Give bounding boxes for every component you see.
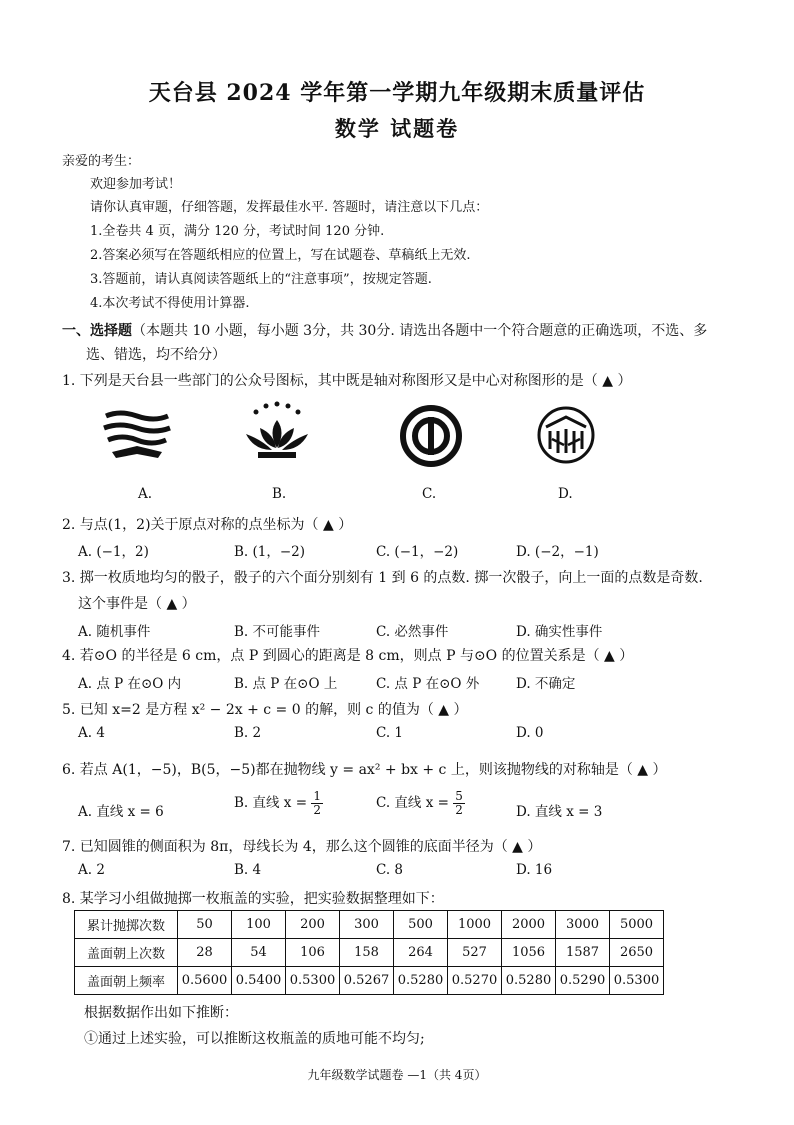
section-instructions-cont: 选、错选，均不给分） (86, 347, 226, 363)
q1-label-b: B. (272, 486, 287, 502)
q6-option-b-denominator: 2 (313, 803, 321, 817)
q4-option-b: B. 点 P 在⊙O 上 (234, 676, 338, 692)
table-row (75, 939, 664, 967)
row-header: 盖面朝上频率 (75, 967, 178, 995)
q6-option-b-numerator: 1 (313, 789, 321, 803)
q5-option-a: A. 4 (78, 725, 105, 741)
q6-option-b (234, 790, 323, 817)
table-cell: 0.5280 (394, 967, 448, 995)
row-header: 盖面朝上次数 (75, 939, 178, 967)
q6-option-b-fraction (311, 790, 323, 817)
q6-option-c-denominator: 2 (455, 803, 463, 817)
section-heading (62, 320, 707, 340)
q3-stem: 3. 掷一枚质地均匀的骰子，骰子的六个面分别刻有 1 到 6 的点数. 掷一次骰子，向上一面的点数是奇数. (62, 570, 703, 586)
table-cell: 0.5290 (556, 967, 610, 995)
table-cell: 300 (340, 911, 394, 939)
q8-data-table (74, 910, 664, 995)
table-cell: 54 (232, 939, 286, 967)
q4-stem: 4. 若⊙O 的半径是 6 cm，点 P 到圆心的距离是 8 cm，则点 P 与⊙O 的位置关系是（ ▲ ） (62, 648, 634, 664)
table-cell: 0.5600 (178, 967, 232, 995)
table-cell: 0.5270 (448, 967, 502, 995)
table-cell: 0.5300 (286, 967, 340, 995)
q2-option-b: B. (1，−2) (234, 544, 306, 560)
q8-after-table: 根据数据作出如下推断： (84, 1005, 238, 1021)
q8-stem: 8. 某学习小组做抛掷一枚瓶盖的实验，把实验数据整理如下： (62, 891, 444, 907)
table-cell: 527 (448, 939, 502, 967)
table-cell: 100 (232, 911, 286, 939)
q7-stem: 7. 已知圆锥的侧面积为 8π，母线长为 4，那么这个圆锥的底面半径为（ ▲ ） (62, 839, 542, 855)
table-cell: 2650 (610, 939, 664, 967)
exam-subtitle: 数学 试题卷 (334, 116, 460, 141)
q5-option-b: B. 2 (234, 725, 262, 741)
table-cell: 200 (286, 911, 340, 939)
q5-option-c: C. 1 (376, 725, 404, 741)
q6-option-d: D. 直线 x = 3 (516, 804, 603, 820)
q1-stem: 1. 下列是天台县一些部门的公众号图标，其中既是轴对称图形又是中心对称图形的是（ ▲ ） (62, 373, 632, 389)
q7-option-d: D. 16 (516, 862, 553, 878)
table-row (75, 967, 664, 995)
q2-option-d: D. (−2，−1) (516, 544, 599, 560)
q8-inference-1: ①通过上述实验，可以推断这枚瓶盖的质地可能不均匀; (84, 1031, 425, 1047)
table-cell: 158 (340, 939, 394, 967)
q1-label-d: D. (558, 486, 573, 502)
q6-option-a: A. 直线 x = 6 (78, 804, 164, 820)
row-header: 累计抛掷次数 (75, 911, 178, 939)
page-footer: 九年级数学试题卷 —1（共 4页） (307, 1068, 487, 1082)
q6-option-b-prefix: B. 直线 x = (234, 795, 308, 811)
note-4: 4.本次考试不得使用计算器. (90, 296, 250, 311)
section-instructions: （本题共 10 小题，每小题 3分，共 30分. 请选出各题中一个符合题意的正确选项，不选、多 (132, 323, 708, 339)
q3-option-d: D. 确实性事件 (516, 624, 603, 640)
q3-option-a: A. 随机事件 (78, 624, 151, 640)
table-row (75, 911, 664, 939)
table-cell: 106 (286, 939, 340, 967)
note-2: 2.答案必须写在答题纸相应的位置上，写在试题卷、草稿纸上无效. (90, 248, 471, 263)
table-cell: 0.5280 (502, 967, 556, 995)
welcome-text: 欢迎参加考试！ (90, 177, 182, 192)
q7-option-a: A. 2 (78, 862, 105, 878)
table-cell: 1000 (448, 911, 502, 939)
q2-option-c: C. (−1，−2) (376, 544, 459, 560)
table-cell: 3000 (556, 911, 610, 939)
q7-option-c: C. 8 (376, 862, 404, 878)
table-cell: 264 (394, 939, 448, 967)
q1-label-c: C. (422, 486, 437, 502)
waves-logo-icon (100, 408, 174, 464)
note-1: 1.全卷共 4 页，满分 120 分，考试时间 120 分钟. (90, 224, 385, 239)
table-cell: 1587 (556, 939, 610, 967)
table-cell: 5000 (610, 911, 664, 939)
q4-option-d: D. 不确定 (516, 676, 576, 692)
section-number: 一、 (62, 323, 90, 339)
q3-option-b: B. 不可能事件 (234, 624, 321, 640)
note-3: 3.答题前，请认真阅读答题纸上的“注意事项”，按规定答题. (90, 272, 432, 287)
q3-option-c: C. 必然事件 (376, 624, 449, 640)
q6-option-c-numerator: 5 (455, 789, 463, 803)
table-cell: 500 (394, 911, 448, 939)
lotus-logo-icon (242, 400, 312, 466)
section-label: 选择题 (90, 323, 132, 339)
q2-stem: 2. 与点(1，2)关于原点对称的点坐标为（ ▲ ） (62, 517, 353, 533)
table-cell: 28 (178, 939, 232, 967)
table-cell: 0.5267 (340, 967, 394, 995)
table-cell: 2000 (502, 911, 556, 939)
q6-stem: 6. 若点 A(1，−5)，B(5，−5)都在抛物线 y = ax² + bx + c 上，则该抛物线的对称轴是（ ▲ ） (62, 762, 667, 778)
table-cell: 0.5300 (610, 967, 664, 995)
seal-logo-icon (536, 405, 596, 465)
q6-option-c-prefix: C. 直线 x = (376, 795, 449, 811)
table-cell: 1056 (502, 939, 556, 967)
q5-stem: 5. 已知 x=2 是方程 x² − 2x + c = 0 的解，则 c 的值为（ ▲ ） (62, 702, 468, 718)
instructions-lead: 请你认真审题，仔细答题，发挥最佳水平. 答题时，请注意以下几点： (90, 200, 489, 215)
q6-option-c (376, 790, 465, 817)
q5-option-d: D. 0 (516, 725, 544, 741)
ring-logo-icon (400, 405, 462, 467)
q4-option-a: A. 点 P 在⊙O 内 (78, 676, 182, 692)
q3-stem-cont: 这个事件是（ ▲ ） (78, 596, 196, 612)
q6-option-c-fraction (453, 790, 465, 817)
table-cell: 50 (178, 911, 232, 939)
exam-title: 天台县 2024 学年第一学期九年级期末质量评估 (148, 80, 646, 106)
greeting: 亲爱的考生： (62, 154, 141, 169)
q2-option-a: A. (−1，2) (78, 544, 149, 560)
q1-label-a: A. (138, 486, 153, 502)
q7-option-b: B. 4 (234, 862, 262, 878)
table-cell: 0.5400 (232, 967, 286, 995)
q4-option-c: C. 点 P 在⊙O 外 (376, 676, 480, 692)
